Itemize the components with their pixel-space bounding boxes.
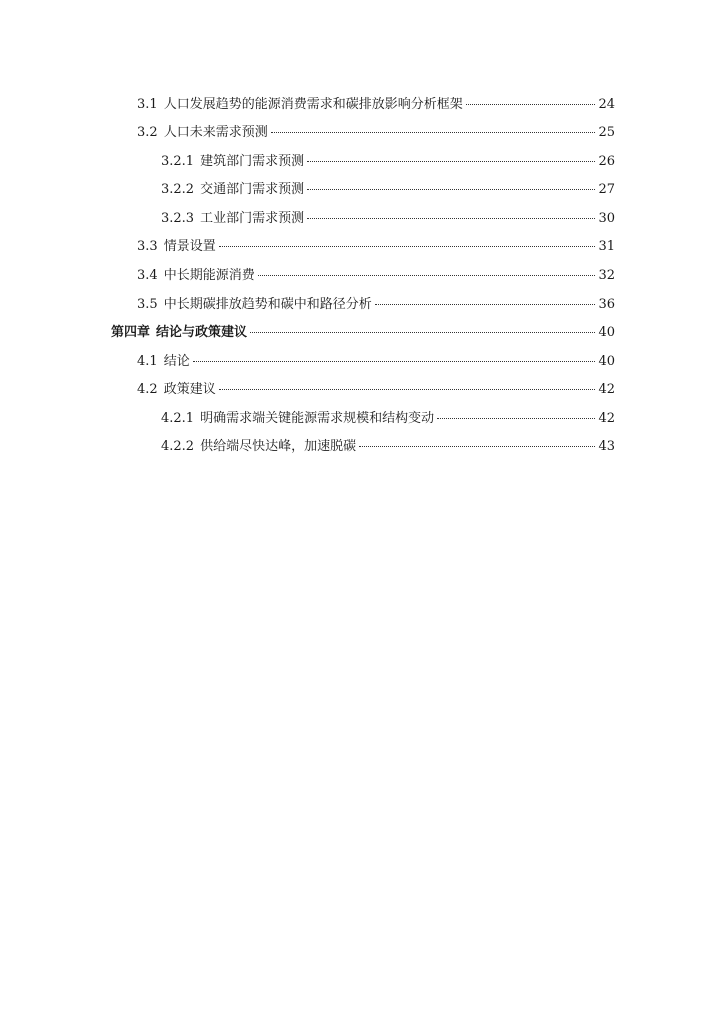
toc-entry[interactable]: [161, 435, 615, 457]
toc-entry-page: 40: [598, 354, 615, 369]
toc-dot-leader: [271, 132, 596, 133]
toc-entry[interactable]: [137, 121, 615, 143]
toc-dot-leader: [219, 246, 596, 247]
toc-entry-number: 4.2: [137, 382, 158, 397]
toc-entry-page: 42: [598, 411, 615, 426]
toc-entry-page: 24: [598, 97, 615, 112]
toc-entry-page: 40: [598, 325, 615, 340]
toc-entry-page: 26: [598, 154, 615, 169]
toc-entry-page: 31: [598, 239, 615, 254]
toc-entry[interactable]: [137, 235, 615, 257]
toc-entry-page: 43: [598, 439, 615, 454]
toc-entry-title: 建筑部门需求预测: [200, 154, 305, 169]
toc-dot-leader: [375, 304, 596, 305]
toc-entry-title: 中长期能源消费: [163, 268, 255, 283]
toc-entry[interactable]: [161, 407, 615, 429]
toc-entry-title: 供给端尽快达峰，加速脱碳: [200, 439, 357, 454]
toc-entry[interactable]: [137, 293, 615, 315]
toc-entry-page: 27: [598, 182, 615, 197]
toc-entry-title: 中长期碳排放趋势和碳中和路径分析: [163, 297, 372, 312]
toc-dot-leader: [250, 332, 595, 333]
toc-entry-number: 3.2.2: [161, 182, 195, 197]
toc-entry[interactable]: [137, 350, 615, 372]
toc-entry-number: 4.1: [137, 354, 158, 369]
toc-entry-number: 3.4: [137, 268, 158, 283]
toc-entry[interactable]: [161, 178, 615, 200]
toc-entry-page: 42: [598, 382, 615, 397]
toc-entry-number: 3.2.1: [161, 154, 195, 169]
toc-dot-leader: [307, 189, 595, 190]
toc-entry-page: 30: [598, 211, 615, 226]
toc-entry-title: 情景设置: [163, 239, 216, 254]
toc-entry-number: 3.5: [137, 297, 158, 312]
toc-entry-number: 4.2.2: [161, 439, 195, 454]
toc-entry[interactable]: [137, 93, 615, 115]
toc-dot-leader: [466, 104, 596, 105]
toc-entry-number: 3.1: [137, 97, 158, 112]
toc-dot-leader: [307, 161, 595, 162]
toc-entry-title: 明确需求端关键能源需求规模和结构变动: [200, 411, 435, 426]
toc-entry[interactable]: [137, 264, 615, 286]
toc-entry[interactable]: [161, 150, 615, 172]
toc-entry-page: 36: [598, 297, 615, 312]
toc-entry-title: 政策建议: [163, 382, 216, 397]
toc-entry[interactable]: [137, 378, 615, 400]
toc-entry-title: 人口未来需求预测: [163, 125, 268, 140]
toc-dot-leader: [258, 275, 596, 276]
toc-dot-leader: [219, 389, 596, 390]
toc-entry-number: 3.2.3: [161, 211, 195, 226]
toc-entry-title: 交通部门需求预测: [200, 182, 305, 197]
toc-chapter-title: 结论与政策建议: [156, 325, 248, 340]
toc-entry-number: 3.3: [137, 239, 158, 254]
toc-dot-leader: [437, 418, 595, 419]
toc-dot-leader: [359, 446, 595, 447]
toc-entry-number: 3.2: [137, 125, 158, 140]
toc-dot-leader: [193, 361, 596, 362]
toc-entry-page: 25: [598, 125, 615, 140]
toc-dot-leader: [307, 218, 595, 219]
toc-chapter-number: 第四章: [111, 325, 151, 340]
toc-entry-title: 结论: [163, 354, 190, 369]
toc-entry-title: 人口发展趋势的能源消费需求和碳排放影响分析框架: [163, 97, 463, 112]
toc-entry-number: 4.2.1: [161, 411, 195, 426]
toc-chapter-entry[interactable]: [111, 321, 615, 343]
toc-entry[interactable]: [161, 207, 615, 229]
toc-entry-page: 32: [598, 268, 615, 283]
toc-entry-title: 工业部门需求预测: [200, 211, 305, 226]
